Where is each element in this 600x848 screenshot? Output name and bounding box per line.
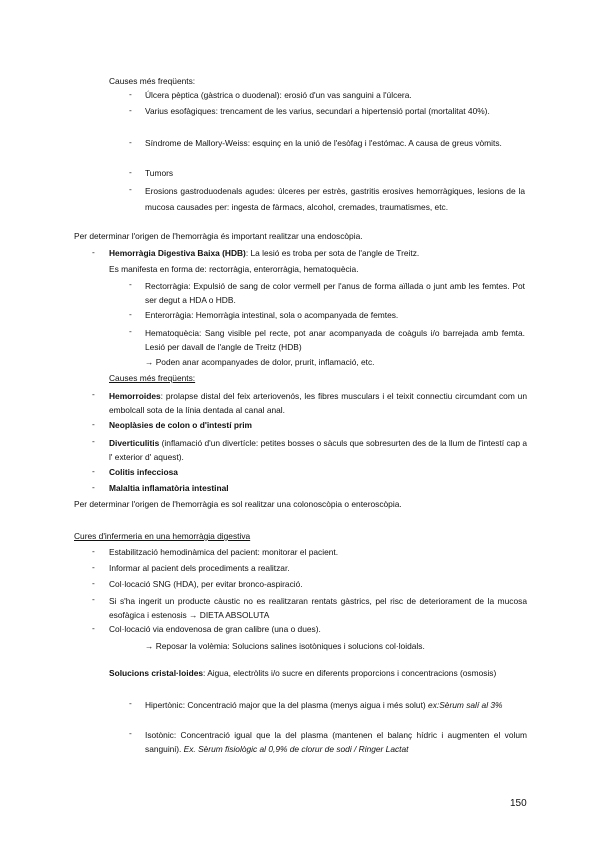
care-item-4: Si s'ha ingerit un producte càustic no es realitzaran rentats gàstrics, pel risc de deteriorament de la mucosa esofàgica i estenosis → DIETA ABSOLUTA xyxy=(109,596,527,620)
subtype-isotonic-text: Isotònic: Concentració igual que la del plasma (mantenen el balanç hídric i augmenten el volum sanguini). xyxy=(145,730,527,754)
hdb-forms-arrow: → Poden anar acompanyades de dolor, prurit, inflamació, etc. xyxy=(145,357,375,367)
hdb-causes-heading: Causes més freqüents: xyxy=(109,373,196,383)
bullet-dash: - xyxy=(129,105,132,115)
bullet-dash: - xyxy=(92,389,95,399)
hda-cause-2: Varius esofàgiques: trencament de les varius, secundari a hipertensió portal (mortalitat 40%). xyxy=(145,106,490,116)
care-item-3: Col·locació SNG (HDA), per evitar bronco-aspiració. xyxy=(109,579,303,589)
page-number: 150 xyxy=(510,798,527,809)
hdb-cause-1-term: Hemorroides xyxy=(109,391,161,401)
crystalloid-paragraph xyxy=(109,666,527,680)
subtype-isotonic-example: Ex. Sèrum fisiològic al 0,9% de clorur de sodi / Ringer Lactat xyxy=(183,744,409,754)
bullet-dash: - xyxy=(129,167,132,177)
hdb-forms-intro: Es manifesta en forma de: rectorràgia, enterorràgia, hematoquècia. xyxy=(109,264,359,274)
bullet-dash: - xyxy=(92,436,95,446)
bullet-dash: - xyxy=(129,137,132,147)
hda-cause-1: Úlcera pèptica (gàstrica o duodenal): erosió d'un vas sanguini a l'úlcera. xyxy=(145,90,412,100)
bullet-dash: - xyxy=(92,562,95,572)
bullet-dash: - xyxy=(129,309,132,319)
bullet-dash: - xyxy=(129,184,132,194)
bullet-dash: - xyxy=(129,326,132,336)
bullet-dash: - xyxy=(92,546,95,556)
crystalloid-title: Solucions cristal·loides xyxy=(109,668,204,678)
hdb-cause-3 xyxy=(109,436,527,464)
subtype-isotonic xyxy=(145,728,527,756)
bullet-dash: - xyxy=(92,594,95,604)
bullet-dash: - xyxy=(129,698,132,708)
bullet-dash: - xyxy=(92,482,95,492)
hdb-title-line xyxy=(109,247,419,259)
care-item-2: Informar al pacient dels procediments a realitzar. xyxy=(109,563,290,573)
hdb-cause-3-desc: (inflamació d'un divertícle: petites bosses o sàculs que sobresurten des de la llum de l'intestí cap a l' exterior d' aquest). xyxy=(109,438,527,462)
bullet-dash: - xyxy=(129,279,132,289)
bullet-dash: - xyxy=(92,623,95,633)
hdb-form-1: Rectorràgia: Expulsió de sang de color vermell per l'anus de forma aïllada o junt amb les femtes. Pot ser degut a HDA o HDB. xyxy=(145,281,525,305)
hdb-form-2: Enterorràgia: Hemorràgia intestinal, sola o acompanyada de femtes. xyxy=(145,310,399,320)
care-item-1: Estabilització hemodinàmica del pacient: monitorar el pacient. xyxy=(109,547,339,557)
care-iv-arrow: → Reposar la volèmia: Solucions salines isotòniques i solucions col·loidals. xyxy=(145,641,425,651)
hdb-cause-4-term: Colitis infecciosa xyxy=(109,467,178,477)
hda-cause-4: Tumors xyxy=(145,168,174,178)
subtype-hypertonic-text: Hipertònic: Concentració major que la del plasma (menys aigua i més solut) xyxy=(145,700,429,710)
care-heading: Cures d'infermeria en una hemorràgia digestiva xyxy=(74,531,251,541)
hdb-cause-2-term: Neoplàsies de colon o d'intestí prim xyxy=(109,420,252,430)
subtype-hypertonic-example: ex:Sèrum salí al 3% xyxy=(428,700,503,710)
endoscopy-note: Per determinar l'origen de l'hemorràgia és important realitzar una endoscòpia. xyxy=(74,231,363,241)
subtype-hypertonic xyxy=(145,698,527,712)
hda-cause-3: Síndrome de Mallory-Weiss: esquinç en la unió de l'esòfag i l'estómac. A causa de greus vòmits. xyxy=(145,138,502,148)
hdb-title: Hemorràgia Digestiva Baixa (HDB) xyxy=(109,248,246,258)
hda-cause-5: Erosions gastroduodenals agudes: úlceres per estrès, gastritis erosives hemorràgiques, lesions de la mucosa causades per: ingesta de fàrmacs, alcohol, cremades, traumatismes, etc. xyxy=(145,186,525,212)
hdb-cause-3-term: Diverticulitis xyxy=(109,438,160,448)
hda-causes-heading: Causes més freqüents: xyxy=(109,76,196,86)
crystalloid-desc: : Aigua, electròlits i/o sucre en diferents proporcions i concentracions (osmosis) xyxy=(203,668,497,678)
colonoscopy-note: Per determinar l'origen de l'hemorràgia es sol realitzar una colonoscòpia o enteroscòpia. xyxy=(74,499,402,509)
bullet-dash: - xyxy=(92,419,95,429)
bullet-dash: - xyxy=(92,578,95,588)
bullet-dash: - xyxy=(92,466,95,476)
hdb-cause-4 xyxy=(109,466,178,478)
care-item-5: Col·locació via endovenosa de gran calibre (una o dues). xyxy=(109,624,321,634)
hdb-cause-1 xyxy=(109,389,527,417)
hdb-title-rest: : La lesió es troba per sota de l'angle de Treitz. xyxy=(245,248,420,258)
bullet-dash: - xyxy=(92,247,95,257)
hdb-cause-5 xyxy=(109,482,229,494)
hdb-cause-5-term: Malaltia inflamatòria intestinal xyxy=(109,483,229,493)
hdb-cause-2 xyxy=(109,419,252,431)
hdb-cause-1-desc: : prolapse distal del feix arteriovenós, les fibres musculars i el teixit connectiu circumdant com un embolcall sota de la línia dentada al canal anal. xyxy=(109,391,527,415)
bullet-dash: - xyxy=(129,728,132,738)
bullet-dash: - xyxy=(129,89,132,99)
hdb-form-3: Hematoquècia: Sang visible pel recte, pot anar acompanyada de coàguls i/o barrejada amb femta. Lesió per davall de l'angle de Treitz (HDB) xyxy=(145,328,525,352)
